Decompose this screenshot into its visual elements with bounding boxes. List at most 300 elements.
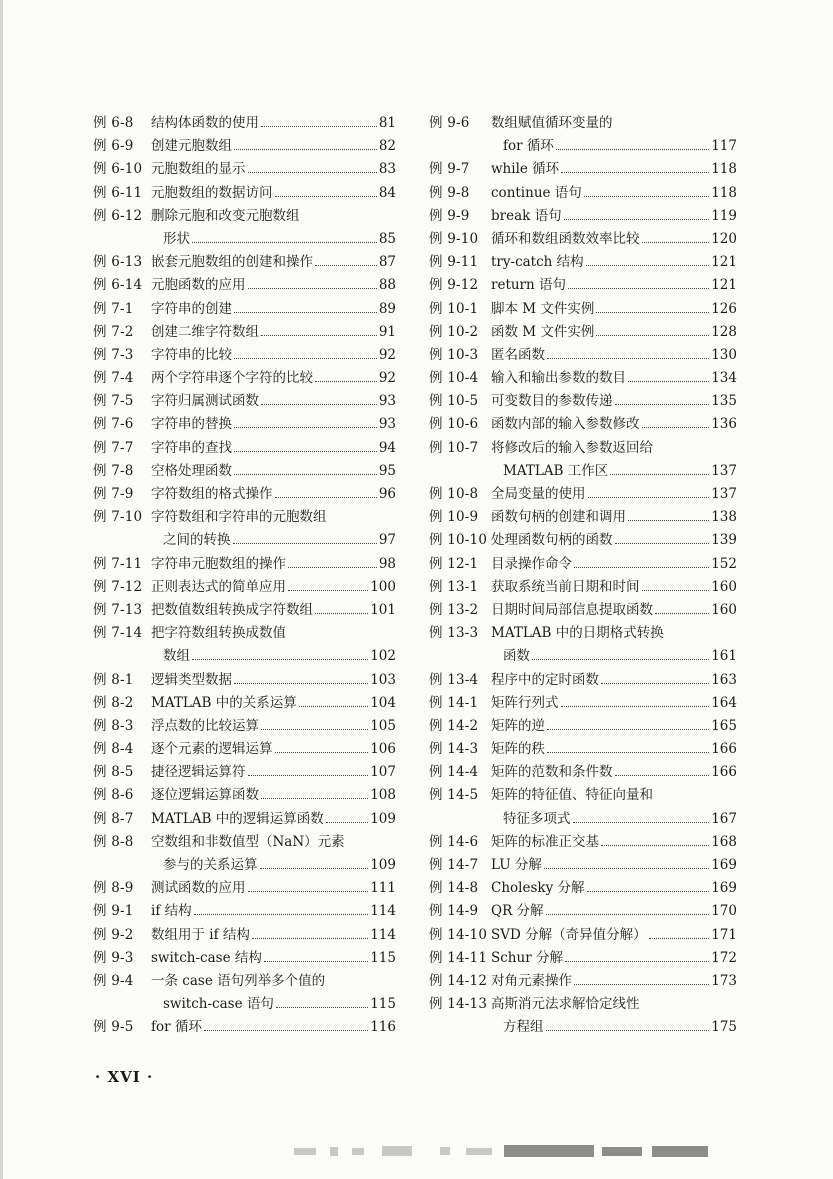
example-number: 例 14-7	[429, 857, 479, 873]
example-title: 循环和数组函数效率比较	[491, 230, 640, 247]
toc-entry	[93, 1016, 396, 1039]
example-number: 例 9-1	[93, 903, 134, 920]
toc-entry-line	[93, 993, 396, 1016]
page-number: 170	[711, 903, 737, 920]
page-number: 171	[711, 926, 737, 943]
toc-entry-line	[93, 900, 396, 923]
toc-entry-line	[429, 553, 737, 576]
dot-leader	[326, 812, 368, 823]
toc-entry-line	[429, 993, 737, 1016]
example-number: 例 14-12	[429, 972, 488, 989]
toc-entry-line	[429, 761, 737, 784]
toc-entry-line	[429, 947, 737, 970]
toc-entry-line	[429, 483, 737, 506]
page-number: 102	[370, 648, 396, 665]
dot-leader	[192, 232, 377, 243]
page-number: 136	[711, 416, 737, 433]
toc-entry-line	[429, 460, 737, 483]
toc-entry-line	[93, 182, 396, 205]
example-number: 例 6-11	[93, 184, 143, 201]
toc-column-left	[93, 112, 396, 1040]
example-title: 字符串的比较	[151, 346, 232, 363]
toc-entry	[429, 506, 737, 529]
example-title: 逻辑类型数据	[151, 671, 232, 688]
example-number: 例 14-9	[429, 903, 479, 920]
example-number: 例 8-7	[93, 810, 134, 827]
toc-entry	[93, 715, 396, 738]
toc-entry-line	[429, 1016, 737, 1039]
page-number: 114	[370, 903, 396, 920]
toc-entry	[429, 390, 737, 413]
example-number: 例 7-7	[93, 439, 134, 456]
example-title: 矩阵的范数和条件数	[491, 764, 613, 781]
example-title: 数组用于 if 结构	[151, 926, 250, 943]
toc-entry-line	[93, 321, 396, 344]
dot-leader	[596, 302, 709, 313]
toc-entry	[429, 553, 737, 576]
example-title: 匿名函数	[491, 346, 545, 363]
dot-leader	[586, 255, 710, 266]
page-number: 114	[370, 926, 396, 943]
dot-leader	[642, 418, 710, 429]
toc-entry	[429, 158, 737, 181]
dot-leader	[315, 371, 377, 382]
dot-leader	[628, 371, 709, 382]
example-title: SVD 分解（奇异值分解）	[491, 926, 647, 943]
page-number: 139	[711, 532, 737, 549]
toc-entry-line	[429, 970, 737, 993]
toc-entry-line	[93, 924, 396, 947]
example-title: 嵌套元胞数组的创建和操作	[151, 254, 313, 271]
example-title: 元胞函数的应用	[151, 277, 246, 294]
example-number: 例 7-1	[93, 300, 134, 317]
toc-entry	[93, 831, 396, 877]
example-title: 高斯消元法求解恰定线性	[491, 996, 640, 1013]
example-title: 字符数组的格式操作	[151, 486, 273, 502]
toc-entry	[429, 854, 737, 877]
page-number: 111	[370, 880, 396, 897]
example-number: 例 9-4	[93, 972, 134, 989]
example-title: 之间的转换	[163, 532, 231, 549]
example-title: Cholesky 分解	[491, 880, 585, 897]
example-number: 例 13-1	[429, 578, 479, 595]
page-number: 98	[378, 555, 396, 572]
example-title: 程序中的定时函数	[491, 671, 599, 688]
example-number: 例 7-12	[93, 578, 143, 595]
toc-entry	[429, 251, 737, 274]
toc-entry	[429, 483, 737, 506]
toc-entry	[429, 112, 737, 158]
example-number: 例 8-4	[93, 741, 134, 758]
dot-leader	[547, 742, 709, 753]
dot-leader	[261, 116, 377, 127]
example-title: MATLAB 中的逻辑运算函数	[151, 810, 324, 827]
dot-leader	[532, 650, 709, 661]
page-number: 92	[378, 346, 396, 363]
page-number: 169	[711, 857, 737, 873]
page-number: 89	[378, 300, 396, 317]
dot-leader	[561, 696, 710, 707]
page-number: 172	[711, 949, 737, 966]
toc-entry	[93, 321, 396, 344]
example-title: QR 分解	[491, 903, 544, 920]
example-title: 可变数目的参数传递	[491, 393, 613, 410]
example-title: 获取系统当前日期和时间	[491, 578, 640, 595]
toc-entry	[93, 251, 396, 274]
example-title: 一条 case 语句列举多个值的	[151, 972, 326, 989]
toc-entry	[429, 413, 737, 436]
example-number: 例 10-6	[429, 416, 479, 433]
page-number: 173	[711, 972, 737, 989]
page-number: 106	[370, 741, 396, 758]
example-number: 例 7-3	[93, 346, 134, 363]
example-number: 例 14-4	[429, 764, 479, 781]
page-number: 105	[370, 717, 396, 734]
toc-entry	[93, 344, 396, 367]
dot-leader	[584, 186, 709, 197]
dot-leader	[615, 534, 710, 545]
example-title: 函数	[503, 648, 530, 665]
example-number: 例 10-9	[429, 509, 479, 526]
page-number: 95	[378, 462, 396, 479]
page-number: 103	[370, 671, 396, 688]
page-number: 160	[711, 601, 737, 618]
example-number: 例 7-5	[93, 393, 134, 410]
dot-leader	[234, 673, 368, 684]
dot-leader	[610, 464, 709, 475]
example-title: MATLAB 中的日期格式转换	[491, 625, 664, 642]
example-number: 例 9-6	[429, 115, 470, 131]
toc-entry-line	[93, 205, 396, 228]
example-title: 字符串的创建	[151, 300, 232, 317]
toc-entry	[429, 692, 737, 715]
example-title: 数组	[163, 648, 190, 665]
toc-entry	[429, 437, 737, 483]
example-number: 例 8-5	[93, 764, 134, 781]
toc-entry	[429, 924, 737, 947]
page-number: 169	[711, 880, 737, 897]
example-number: 例 14-13	[429, 996, 488, 1013]
example-number: 例 13-4	[429, 671, 479, 688]
page-number: 87	[378, 254, 396, 271]
toc-entry	[93, 205, 396, 251]
example-title: 处理函数句柄的函数	[491, 532, 613, 549]
example-number: 例 9-7	[429, 161, 470, 178]
page-number: 100	[370, 578, 396, 595]
toc-entry-line	[429, 529, 737, 552]
example-title: 日期时间局部信息提取函数	[491, 601, 653, 618]
dot-leader	[556, 139, 709, 150]
page-number: 135	[711, 393, 737, 410]
toc-column-right	[429, 112, 737, 1040]
example-number: 例 10-5	[429, 393, 479, 410]
toc-entry-line	[429, 645, 737, 668]
page-number: 137	[711, 462, 737, 479]
page-number: 128	[711, 323, 737, 340]
dot-leader	[204, 1021, 368, 1032]
toc-entry-line	[429, 182, 737, 205]
toc-entry	[429, 715, 737, 738]
dot-leader	[615, 766, 710, 777]
example-title: 删除元胞和改变元胞数组	[151, 207, 300, 224]
example-number: 例 6-9	[93, 138, 134, 155]
example-title: for 循环	[151, 1019, 202, 1036]
page-number: 109	[370, 857, 396, 873]
dot-leader	[642, 232, 710, 243]
toc-entry-line	[429, 900, 737, 923]
example-title: for 循环	[503, 138, 554, 155]
example-number: 例 9-8	[429, 184, 470, 201]
example-number: 例 14-1	[429, 694, 479, 711]
dot-leader	[288, 580, 368, 591]
example-title: 参与的关系运算	[163, 857, 258, 873]
toc-entry-line	[93, 553, 396, 576]
toc-entry	[429, 274, 737, 297]
dot-leader	[233, 534, 377, 545]
dot-leader	[601, 673, 709, 684]
dot-leader	[264, 951, 368, 962]
toc-entry-line	[93, 970, 396, 993]
toc-entry	[93, 761, 396, 784]
example-number: 例 8-9	[93, 880, 134, 897]
example-number: 例 7-10	[93, 509, 143, 526]
dot-leader	[568, 279, 709, 290]
example-title: 函数内部的输入参数修改	[491, 416, 640, 433]
page-number: 115	[370, 949, 396, 966]
toc-entry	[429, 182, 737, 205]
example-number: 例 13-2	[429, 601, 479, 618]
dot-leader	[234, 441, 377, 452]
page-number: 163	[711, 671, 737, 688]
toc-entry-line	[93, 622, 396, 645]
dot-leader	[544, 858, 709, 869]
toc-entry	[429, 298, 737, 321]
dot-leader	[234, 302, 377, 313]
page-number: 161	[711, 648, 737, 665]
dot-leader	[248, 163, 377, 174]
example-number: 例 9-11	[429, 254, 479, 271]
example-title: break 语句	[491, 207, 562, 224]
page-number: 138	[711, 509, 737, 526]
page-number: 126	[711, 300, 737, 317]
page-number: 130	[711, 346, 737, 363]
toc-entry-line	[429, 413, 737, 436]
toc-entry-line	[429, 808, 737, 831]
dot-leader	[194, 905, 369, 916]
toc-entry	[93, 460, 396, 483]
toc-entry-line	[93, 1016, 396, 1039]
example-title: 结构体函数的使用	[151, 115, 259, 131]
example-title: switch-case 语句	[163, 996, 274, 1013]
dot-leader	[192, 650, 368, 661]
toc-entry	[429, 738, 737, 761]
toc-entry	[93, 506, 396, 552]
toc-entry-line	[429, 622, 737, 645]
example-title: switch-case 结构	[151, 949, 262, 966]
page-number: 116	[370, 1019, 396, 1036]
toc-entry	[93, 298, 396, 321]
example-number: 例 10-2	[429, 323, 479, 340]
toc-entry	[93, 274, 396, 297]
toc-entry-line	[93, 158, 396, 181]
example-title: MATLAB 中的关系运算	[151, 694, 297, 711]
example-number: 例 14-8	[429, 880, 479, 897]
page-number: 92	[378, 370, 396, 387]
toc-entry	[429, 900, 737, 923]
toc-entry-line	[93, 413, 396, 436]
dot-leader	[234, 139, 377, 150]
toc-entry-line	[93, 692, 396, 715]
dot-leader	[642, 580, 710, 591]
toc-entry-line	[429, 135, 737, 158]
toc-entry-line	[429, 205, 737, 228]
example-title: 方程组	[503, 1019, 544, 1036]
dot-leader	[649, 928, 710, 939]
dot-leader	[276, 997, 368, 1008]
example-title: 两个字符串逐个字符的比较	[151, 370, 313, 387]
page-number: 165	[711, 717, 737, 734]
toc-entry-line	[93, 112, 396, 135]
toc-entry-line	[429, 599, 737, 622]
page-number: 108	[370, 787, 396, 804]
toc-entry-line	[429, 228, 737, 251]
example-title: if 结构	[151, 903, 192, 920]
toc-entry	[93, 784, 396, 807]
example-title: while 循环	[491, 161, 560, 178]
toc-entry	[93, 182, 396, 205]
toc-entry	[429, 321, 737, 344]
page-number: 97	[378, 532, 396, 549]
page-number: 121	[711, 277, 737, 294]
toc-entry-line	[93, 506, 396, 529]
toc-entry-line	[93, 274, 396, 297]
example-title: 脚本 M 文件实例	[491, 300, 595, 317]
dot-leader	[275, 487, 377, 498]
toc-entry-line	[429, 877, 737, 900]
page-number: 121	[711, 254, 737, 271]
toc-entry	[93, 738, 396, 761]
dot-leader	[248, 279, 377, 290]
toc-entry	[93, 669, 396, 692]
example-number: 例 9-10	[429, 230, 479, 247]
page-edge-shadow	[0, 0, 3, 1179]
example-number: 例 6-14	[93, 277, 143, 294]
dot-leader	[248, 881, 369, 892]
toc-entry	[429, 669, 737, 692]
example-number: 例 7-14	[93, 625, 143, 642]
toc-entry-line	[429, 669, 737, 692]
page-number: 91	[378, 323, 396, 340]
dot-leader	[261, 719, 368, 730]
dot-leader	[547, 719, 709, 730]
example-title: 字符数组和字符串的元胞数组	[151, 509, 327, 526]
toc-entry	[93, 158, 396, 181]
example-number: 例 6-12	[93, 207, 143, 224]
example-title: 矩阵的特征值、特征向量和	[491, 787, 653, 804]
example-number: 例 9-5	[93, 1019, 134, 1036]
dot-leader	[252, 928, 368, 939]
toc-entry	[429, 970, 737, 993]
example-number: 例 8-1	[93, 671, 134, 688]
page-number: 83	[378, 161, 396, 178]
toc-entry	[93, 622, 396, 668]
dot-leader	[588, 487, 710, 498]
page-number: 166	[711, 741, 737, 758]
example-title: 矩阵的标准正交基	[491, 833, 599, 850]
example-number: 例 14-10	[429, 926, 488, 943]
example-title: 空数组和非数值型（NaN）元素	[151, 833, 345, 850]
dot-leader	[601, 835, 709, 846]
example-title: 目录操作命令	[491, 555, 572, 572]
dot-leader	[573, 812, 710, 823]
toc-entry	[93, 808, 396, 831]
toc-entry-line	[93, 529, 396, 552]
page-number: 137	[711, 486, 737, 502]
toc-entry	[93, 135, 396, 158]
dot-leader	[546, 1021, 710, 1032]
example-title: 特征多项式	[503, 810, 571, 827]
toc-entry	[93, 413, 396, 436]
toc-entry-line	[429, 715, 737, 738]
toc-entry-line	[93, 298, 396, 321]
example-number: 例 7-13	[93, 601, 143, 618]
toc-entry-line	[429, 321, 737, 344]
toc-entry-line	[93, 460, 396, 483]
toc-entry	[429, 761, 737, 784]
example-title: 测试函数的应用	[151, 880, 246, 897]
toc-entry-line	[93, 784, 396, 807]
example-title: Schur 分解	[491, 949, 563, 966]
dot-leader	[546, 905, 710, 916]
toc-entry	[93, 692, 396, 715]
example-number: 例 14-5	[429, 787, 479, 804]
page-number: 107	[370, 764, 396, 781]
page-number: 120	[711, 230, 737, 247]
toc-entry-line	[93, 599, 396, 622]
example-title: 正则表达式的简单应用	[151, 578, 286, 595]
toc-entry	[429, 831, 737, 854]
toc-entry	[93, 390, 396, 413]
toc-entry-line	[429, 692, 737, 715]
page-number: 164	[711, 694, 737, 711]
toc-entry-line	[93, 576, 396, 599]
toc-entry-line	[93, 854, 396, 877]
example-number: 例 7-4	[93, 370, 134, 387]
example-title: 数组赋值循环变量的	[491, 115, 613, 131]
dot-leader	[234, 418, 377, 429]
example-number: 例 10-1	[429, 300, 479, 317]
toc-entry	[429, 993, 737, 1039]
example-number: 例 8-2	[93, 694, 134, 711]
toc-entry-line	[429, 784, 737, 807]
toc-entry-line	[429, 738, 737, 761]
example-number: 例 9-3	[93, 949, 134, 966]
example-number: 例 8-3	[93, 717, 134, 734]
page-number: 101	[370, 601, 396, 618]
page-number: 152	[711, 555, 737, 572]
toc-entry	[93, 877, 396, 900]
dot-leader	[561, 163, 709, 174]
dot-leader	[574, 557, 709, 568]
toc-entry-line	[429, 437, 737, 460]
toc-entry-line	[93, 390, 396, 413]
toc-entry-line	[93, 669, 396, 692]
toc-entry	[93, 599, 396, 622]
toc-entry-line	[93, 761, 396, 784]
dot-leader	[234, 348, 377, 359]
example-title: 字符串元胞数组的操作	[151, 555, 286, 572]
example-number: 例 14-2	[429, 717, 479, 734]
